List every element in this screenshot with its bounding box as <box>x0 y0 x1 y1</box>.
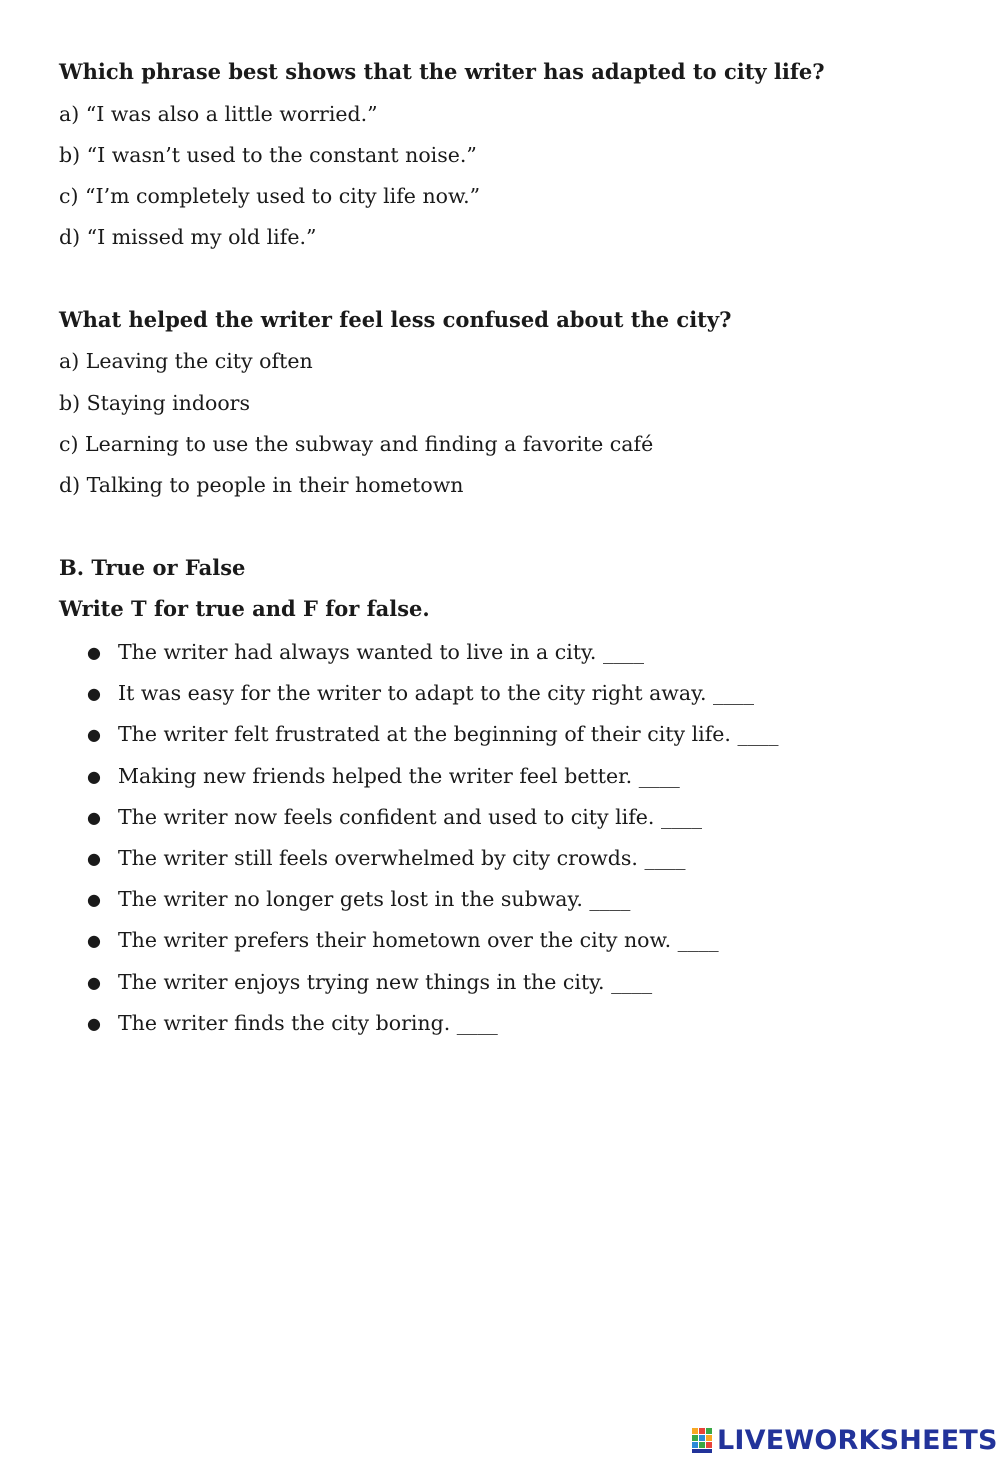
bullet-icon: ● <box>87 767 101 786</box>
bullet-icon: ● <box>87 849 101 868</box>
statement-item <box>87 720 778 749</box>
question-2-option-b: b) Staying indoors <box>59 391 251 415</box>
statement-text: The writer finds the city boring. ____ <box>118 1011 498 1035</box>
statement-item <box>87 926 719 955</box>
question-2-option-a: a) Leaving the city often <box>59 349 313 373</box>
bullet-icon: ● <box>87 1014 101 1033</box>
question-1-option-b: b) “I wasn’t used to the constant noise.” <box>59 143 477 167</box>
bullet-icon: ● <box>87 643 101 662</box>
statement-text: The writer now feels confident and used to city life. ____ <box>118 805 702 829</box>
question-1-heading: Which phrase best shows that the writer has adapted to city life? <box>59 59 825 84</box>
statement-item <box>87 1009 498 1038</box>
bullet-icon: ● <box>87 931 101 950</box>
statement-text: It was easy for the writer to adapt to the city right away. ____ <box>118 681 754 705</box>
statement-item <box>87 679 754 708</box>
question-2-option-d: d) Talking to people in their hometown <box>59 473 464 497</box>
statement-text: The writer still feels overwhelmed by city crowds. ____ <box>118 846 686 870</box>
bullet-icon: ● <box>87 684 101 703</box>
statement-item <box>87 844 685 873</box>
statement-item <box>87 885 630 914</box>
statement-item <box>87 638 644 667</box>
bullet-icon: ● <box>87 973 101 992</box>
question-1-option-a: a) “I was also a little worried.” <box>59 102 378 126</box>
section-b-instruction: Write T for true and F for false. <box>59 596 430 621</box>
liveworksheets-logo-text: LIVEWORKSHEETS <box>717 1425 998 1456</box>
statement-item <box>87 968 652 997</box>
statement-text: The writer enjoys trying new things in the city. ____ <box>118 970 653 994</box>
liveworksheets-logo-icon <box>692 1428 714 1454</box>
bullet-icon: ● <box>87 890 101 909</box>
statement-item <box>87 803 702 832</box>
statement-text: The writer no longer gets lost in the subway. ____ <box>118 887 631 911</box>
question-1-option-d: d) “I missed my old life.” <box>59 225 317 249</box>
question-1-option-c: c) “I’m completely used to city life now.” <box>59 184 481 208</box>
section-b-title: B. True or False <box>59 555 246 580</box>
question-2-heading: What helped the writer feel less confused about the city? <box>59 307 732 332</box>
statement-text: The writer felt frustrated at the beginning of their city life. ____ <box>118 722 779 746</box>
question-2-option-c: c) Learning to use the subway and finding a favorite café <box>59 432 654 456</box>
statement-text: Making new friends helped the writer feel better. ____ <box>118 764 680 788</box>
bullet-icon: ● <box>87 725 101 744</box>
statement-text: The writer had always wanted to live in a city. ____ <box>118 640 644 664</box>
statement-item <box>87 762 680 791</box>
statement-text: The writer prefers their hometown over the city now. ____ <box>118 928 719 952</box>
liveworksheets-logo[interactable] <box>692 1426 998 1456</box>
bullet-icon: ● <box>87 808 101 827</box>
